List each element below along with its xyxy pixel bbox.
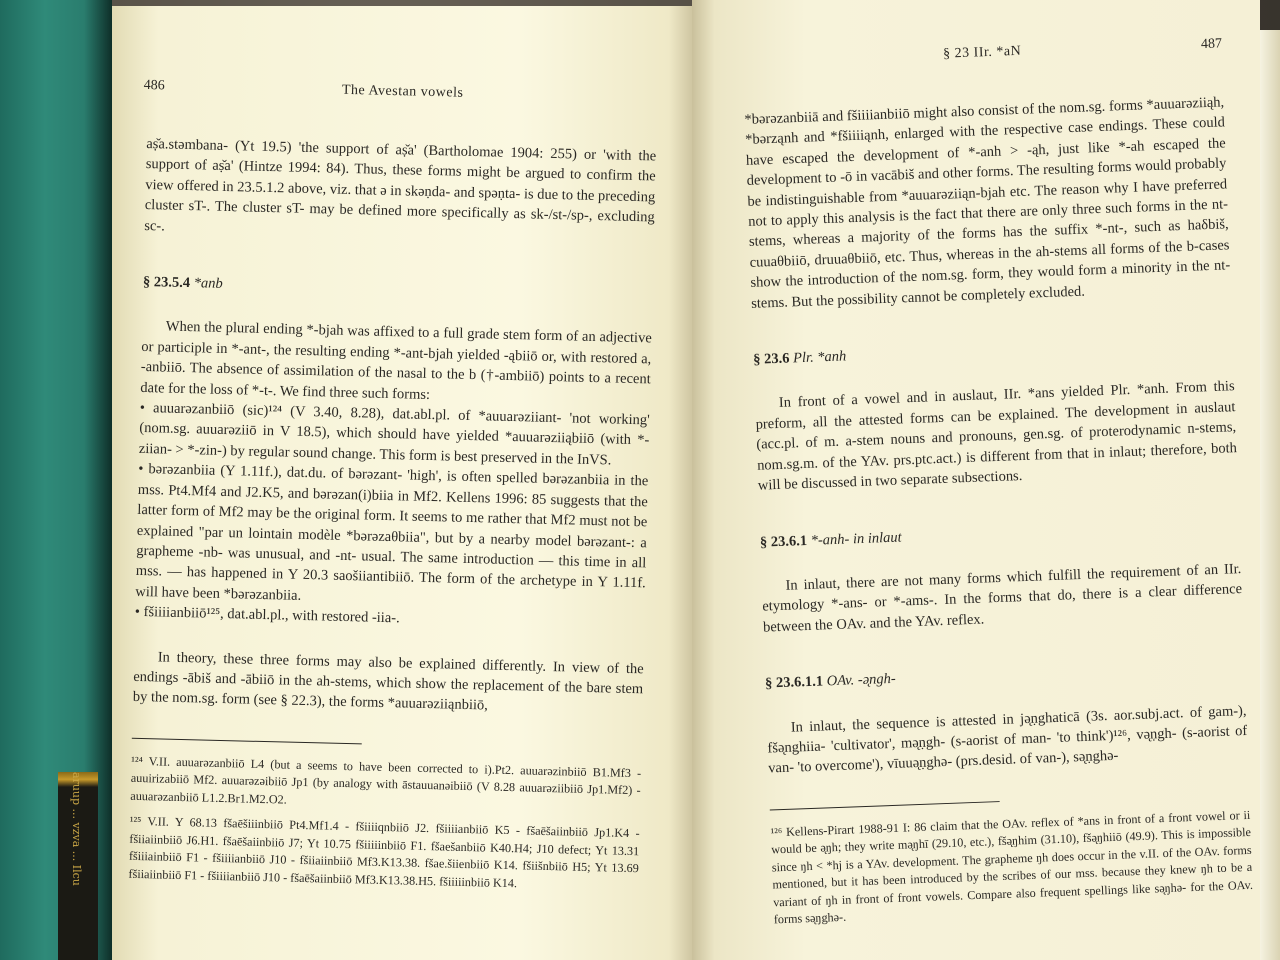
right-heading-2-text: *-anh- in inlaut xyxy=(810,528,902,549)
left-bullet-3: • fšiiiianbiiō¹²⁵, dat.abl.pl., with restored -iia-. xyxy=(134,603,400,627)
right-page-number: 487 xyxy=(1200,36,1223,53)
right-heading-3-text: OAv. -ə̨ngh- xyxy=(826,670,896,690)
book-spine xyxy=(0,0,112,960)
left-paragraph-3: In theory, these three forms may also be explained differently. In view of the endings -ābiš and -ābiiō in the ah-stems, which show the replacement of the bare stem by the nom.sg. form (see § 22.3), the forms *auuarəziiąnbiiō, xyxy=(132,648,644,714)
right-page xyxy=(692,0,1260,960)
right-header xyxy=(742,34,1223,76)
left-bullet-2: • bərəzanbiia (Y 1.11f.), dat.du. of bərəzant- 'high', is often spelled bərəzanbiia in the mss. Pt4.Mf4 and J2.K5, and bərəzan(i)biia in Mf2. Kellens 1996: 85 suggests that the latter form of Mf2 may be the original form. It seems to me rather that Mf2 must not be explained "par un lointain modèle *bərəzaθbiia", but by a nearby model bərəzant-: a grapheme -nb- was unusual, and -nt- usual. The same introduction — this time in all mss. — has happened in Y 20.3 saošiiantibiiō. The form of the archetype in Y 1.11f. will have been *bərəzanbiia. xyxy=(135,461,649,604)
left-page-number: 486 xyxy=(143,77,165,94)
right-heading-23-6-1 xyxy=(760,515,1240,553)
right-paragraph-4: In inlaut, the sequence is attested in jə̨ṇghaticā (3s. aor.subj.act. of gam-), fšə̨nghiia- 'cultivator', mə̨ṇgh- (s-aorist of man- 'to think')¹²⁶, və̨ṇgh- (s-aorist of van- 'to overcome'), vīuuə̨ṇghə- (prs.desid. of van-), sə̨ṇghə- xyxy=(767,702,1248,777)
right-heading-1-text: Plr. *anh xyxy=(792,348,847,367)
right-running-head: § 23 IIr. *aN xyxy=(942,43,1022,62)
left-paragraph-2: When the plural ending *-bjah was affixed to a full grade stem form of an adjective or participle in *-ant-, the resulting ending *-ant-bjah yielded -ąbiiō or, with restored a, -anbiiō. The absence of assimilation of the nasal to the b (†-ambiiō) points to a recent date for the loss of *-t-. We find three such forms: xyxy=(140,318,652,403)
right-heading-2-number: § 23.6.1 xyxy=(759,532,808,551)
right-paragraph-3: In inlaut, there are not many forms which fulfill the requirement of an IIr. etymology *-ans- or *-ams-. In the forms that do, there is a clear difference between the OAv. and the YAv. reflex. xyxy=(762,560,1243,636)
left-footnote-125: ¹²⁵ V.II. Y 68.13 fšaēšiiinbiiō Pt4.Mf1.4 - fšiiiiqnbiiō J2. fšiiiianbiiō K5 - fšaēšaiinbiiō Jp1.K4 - fšiiaiinbiiō J6.H1. fšaēšaiinbiiō J7; Yt 10.75 fšiiiiinbiiō F1. fšaešanbiiō K40.H4; J10 defect; Yt 13.31 fšiiiainbiiō F1 - fšiiiianbiiō J10 - fšiiaiinbiiō Mf3.K13.38. fšae.šiienbiiō K14. fšiišnbiiō H5; Yt 13.69 fšiiaiinbiiō F1 - fšiiiianbiiō J10 - fšaēšaiinbiiō Mf3.K13.38.H5. fšiiiiinbiiō K14. xyxy=(128,814,640,891)
left-paragraph-1: aṣ̌a.stəmbana- (Yt 19.5) 'the support of aṣ̌a' (Bartholomae 1904: 255) or 'with the support of aṣ̌a' (Hintze 1994: 84). Thus, these forms might be argued to confirm the view offered in 23.5.1.2 above, viz. that ə in skəṇda- and spəṇta- is due to the preceding cluster sT-. The cluster sT- may be defined more specifically as sk-/st-/sp-, excluding sc-. xyxy=(144,135,657,235)
right-footnote-rule xyxy=(770,801,1000,810)
left-running-head: The Avestan vowels xyxy=(341,82,464,101)
right-heading-23-6 xyxy=(753,332,1233,370)
left-heading-number: § 23.5.4 xyxy=(142,273,191,292)
left-header xyxy=(143,76,657,112)
right-heading-23-6-1-1 xyxy=(765,656,1245,694)
spine-label xyxy=(58,772,98,960)
left-section-heading xyxy=(143,272,653,305)
left-page xyxy=(112,6,692,960)
right-paragraph-2: In front of a vowel and in auslaut, IIr. *ans yielded Plr. *anh. From this preform, all the attested forms can be explained. The development in auslaut (acc.pl. of m. a-stem nouns and pronouns, gen.sg. of proterodynamic n-stems, nom.sg.m. of the YAv. prs.ptc.act.) is different from that in inlaut; therefore, both will be discussed in two separate subsections. xyxy=(755,378,1238,494)
right-footnote-126: ¹²⁶ Kellens-Pirart 1988-91 I: 86 claim that the OAv. reflex of *ans in front of a front vowel or ii would be ə̨ŋh; they write mə̨ŋhī (29.10, etc.), fšə̨ŋhim (31.10), fšə̨ŋhiiō (49.9). This is impossible since ŋh < *hj is a YAv. development. The grapheme ŋh does occur in the v.II. of the OAv. forms mentioned, but it has been introduced by the scribes of our mss. because they knew ŋh to be a variant of ŋh in front of front vowels. Compare also frequent spellings like sə̨ŋhə- for the OAv. forms sə̨ŋghə-. xyxy=(770,807,1254,927)
left-bullet-1: • auuarəzanbiiō (sic)¹²⁴ (V 3.40, 8.28), dat.abl.pl. of *auuarəziiant- 'not working' (nom.sg. auuarəziiō in V 18.5), which should have yielded *auuarəziiąbiiō (with *-ziian- > *-zin-) by regular sound change. This form is best preserved in the InVS. xyxy=(138,399,650,469)
right-paragraph-1: *bərəzanbiiā and fšiiiianbiiō might also consist of the nom.sg. forms *auuarəziiąh, *bərząnh and *fšiiiiąnh, enlarged with the respective case endings. These could have escaped the development of *-anh > -ąh, just like *-ah escaped the development to -ō in vacābiš and other forms. The resulting forms would probably be indistinguishable from *auuarəziiąn-bjah etc. The reason why I have preferred not to apply this analysis is the fact that there are only three such forms in the nt-stems, whereas a majority of the forms has the suffix *-nt-, such as haδbiš, cuuaθbiiō, druuaθbiiō, etc. Thus, whereas in the ah-stems all forms of the b-cases show the introduction of the nom.sg. form, they would form a minority in the nt-stems. But the possibility cannot be completely excluded. xyxy=(744,94,1231,312)
spine-label-text: aruup ... vzva ... Ilcu xyxy=(70,772,83,886)
right-heading-3-number: § 23.6.1.1 xyxy=(764,673,824,692)
left-footnote-124: ¹²⁴ V.II. auuarəzanbiiō L4 (but a seems to have been corrected to i).Pt2. auuarəzinbiiō B1.Mf3 - auuirizabiiō Mf2. auuarəzəibiiō Jp1 (by analogy with āstauuanəibiiō (V 8.28 auuarəziibiiō Jp1.Mf2) - auuarəzanbiiō L1.2.Br1.M2.O2. xyxy=(130,753,642,807)
left-footnote-rule xyxy=(132,738,362,745)
right-heading-1-number: § 23.6 xyxy=(752,350,790,368)
left-heading-text: *anb xyxy=(193,275,223,292)
